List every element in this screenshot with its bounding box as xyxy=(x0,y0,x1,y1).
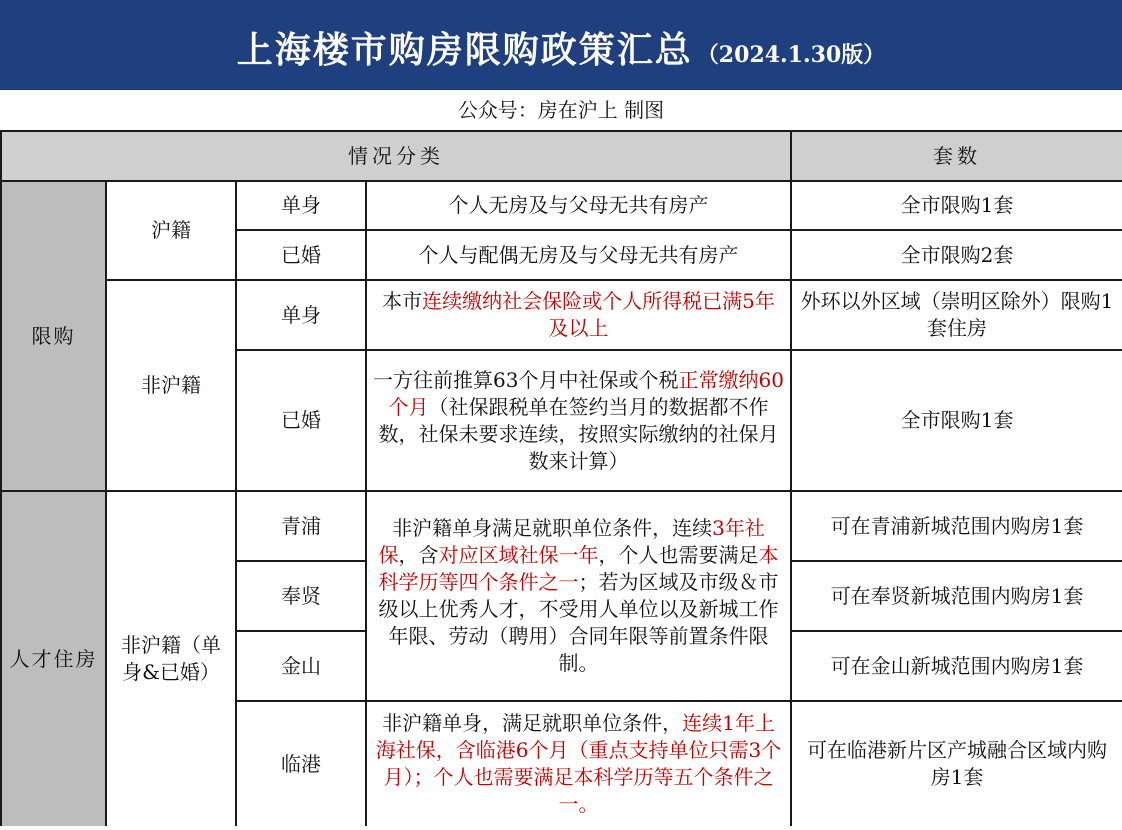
desc-nonhu-married-a: 一方往前推算63个月中社保或个税 xyxy=(373,367,679,392)
subtitle: 公众号：房在沪上 制图 xyxy=(457,98,665,122)
status-hu-single: 单身 xyxy=(236,181,366,230)
desc-nonhu-single-b: 连续缴纳社会保险或个人所得税已满5年及以上 xyxy=(422,289,775,340)
desc-lingang-p2: 连续1年上海社保，含临港6个月（重点支持单位只需3个月）；个人也需要满足本科学历等五个条件之一。 xyxy=(375,711,782,816)
title-main: 上海楼市购房限购政策汇总 xyxy=(236,29,693,71)
desc-talent-p4: 对应区域社保一年 xyxy=(438,543,599,567)
count-hu-married: 全市限购2套 xyxy=(791,230,1122,280)
section-talent: 人才住房 xyxy=(1,491,106,827)
count-nonhu-married: 全市限购1套 xyxy=(791,350,1122,491)
status-hu-married: 已婚 xyxy=(236,230,366,280)
desc-talent-p7: ；若为区域及市级＆市级以上优秀人才，不受用人单位以及新城工作年限、劳动（聘用）合同年限等前置条件限制。 xyxy=(378,570,779,675)
area-qingpu: 青浦 xyxy=(236,491,366,561)
area-jinshan: 金山 xyxy=(236,631,366,701)
desc-talent-p2: 3年社保 xyxy=(378,516,765,567)
group-talent: 非沪籍（单身&已婚） xyxy=(106,491,236,827)
header-category: 情况分类 xyxy=(1,131,791,181)
policy-table xyxy=(0,130,1122,828)
status-nonhu-married: 已婚 xyxy=(236,350,366,491)
count-jinshan: 可在金山新城范围内购房1套 xyxy=(791,631,1122,701)
desc-nonhu-single-a: 本市 xyxy=(382,289,423,313)
desc-talent-p6: 本科学历等四个条件之一 xyxy=(378,543,779,594)
count-lingang: 可在临港新片区产城融合区域内购房1套 xyxy=(791,701,1122,827)
title-version: （2024.1.30版） xyxy=(696,42,886,68)
header-count: 套数 xyxy=(791,131,1122,181)
section-xiangou: 限购 xyxy=(1,181,106,491)
count-nonhu-single: 外环以外区域（崇明区除外）限购1套住房 xyxy=(791,280,1122,350)
desc-talent-p1: 非沪籍单身满足就职单位条件，连续 xyxy=(392,516,713,540)
desc-nonhu-married-b: 正常缴纳60个月 xyxy=(388,367,784,419)
group-hu: 沪籍 xyxy=(106,181,236,280)
desc-talent-shared xyxy=(366,491,791,701)
bottom-edge xyxy=(0,826,1122,830)
desc-hu-married: 个人与配偶无房及与父母无共有房产 xyxy=(366,230,791,280)
title-bar xyxy=(0,0,1122,90)
desc-nonhu-married xyxy=(366,350,791,491)
desc-lingang-p1: 非沪籍单身，满足就职单位条件， xyxy=(382,711,683,735)
page-title xyxy=(0,22,1122,73)
area-fengxian: 奉贤 xyxy=(236,561,366,631)
desc-nonhu-married-c: （社保跟税单在签约当月的数据都不作数，社保未要求连续，按照实际缴纳的社保月数来计算） xyxy=(378,394,779,473)
desc-talent-p5: ，个人也需要满足 xyxy=(598,543,759,567)
group-nonhu: 非沪籍 xyxy=(106,280,236,491)
count-hu-single: 全市限购1套 xyxy=(791,181,1122,230)
desc-talent-p3: ，含 xyxy=(398,543,439,567)
desc-lingang xyxy=(366,701,791,827)
status-nonhu-single: 单身 xyxy=(236,280,366,350)
count-fengxian: 可在奉贤新城范围内购房1套 xyxy=(791,561,1122,631)
desc-nonhu-single xyxy=(366,280,791,350)
desc-hu-single: 个人无房及与父母无共有房产 xyxy=(366,181,791,230)
area-lingang: 临港 xyxy=(236,701,366,827)
count-qingpu: 可在青浦新城范围内购房1套 xyxy=(791,491,1122,561)
